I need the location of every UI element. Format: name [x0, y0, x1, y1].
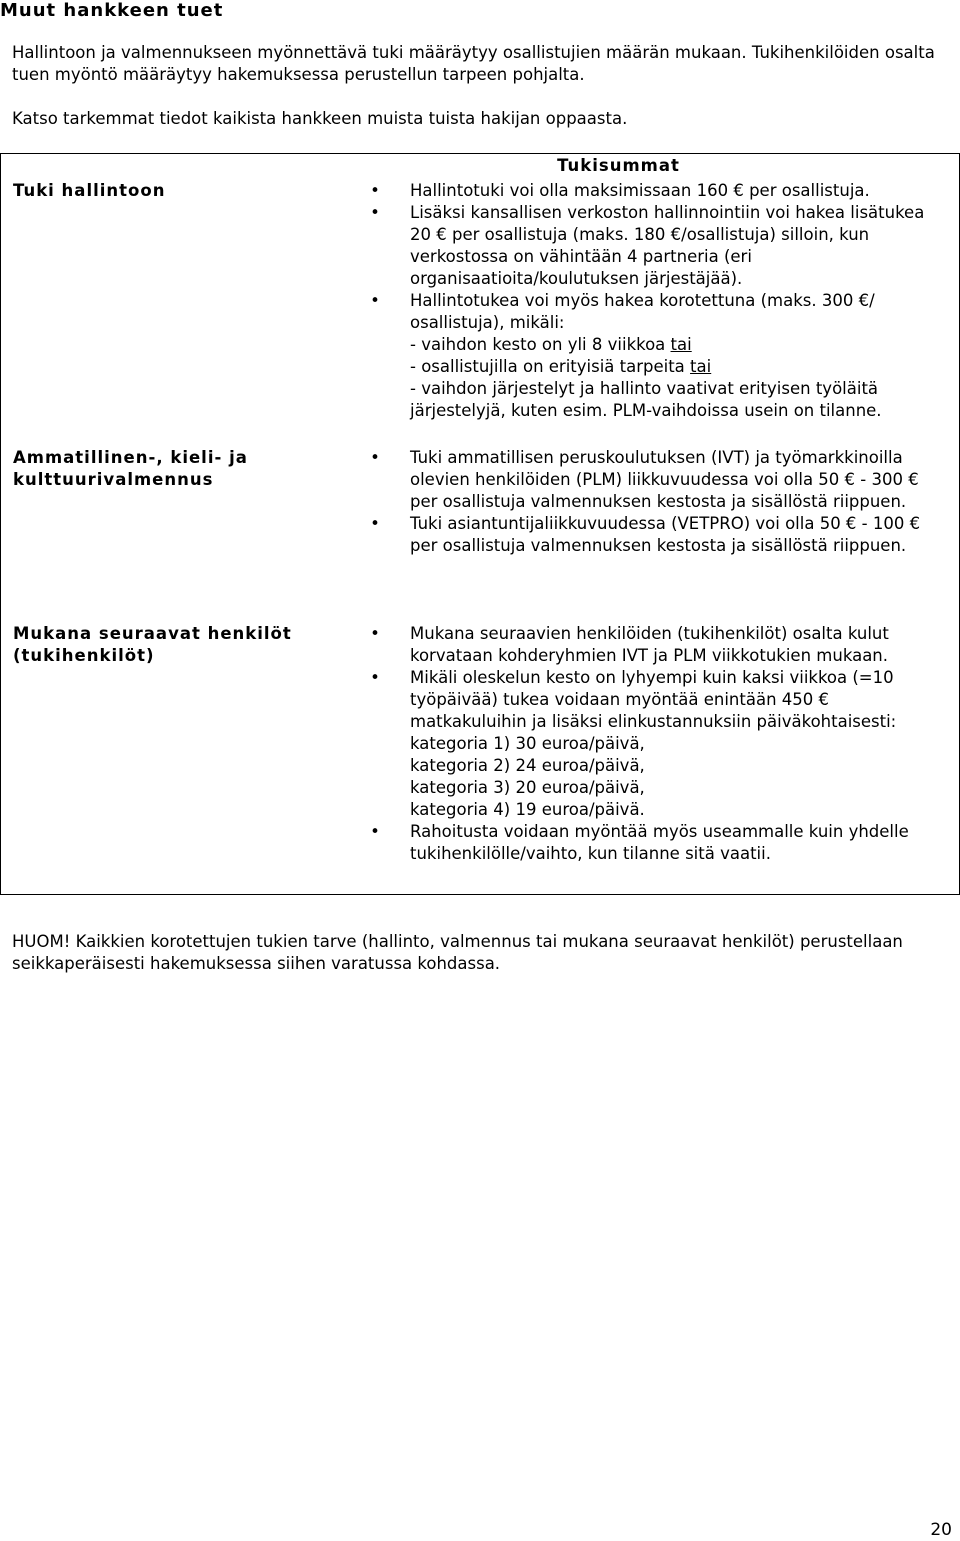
list-item-text: Hallintotuki voi olla maksimissaan 160 € per osallistuja.	[410, 180, 870, 200]
list-item	[348, 290, 959, 422]
bullet-icon: •	[370, 821, 380, 841]
list-item-text: Tuki ammatillisen peruskoulutuksen (IVT) ja työmarkkinoilla olevien henkilöiden (PLM) liikkuvuudessa voi olla 50 € - 300 € per osallistuja valmennuksen kestosta ja sisällöstä riippuen.	[410, 447, 919, 511]
section-heading: Muut hankkeen tuet	[0, 0, 224, 21]
condition-text: - vaihdon kesto on yli 8 viikkoa	[410, 334, 666, 354]
row-content-cell	[348, 180, 960, 443]
or-word: tai	[670, 334, 692, 354]
bullet-icon: •	[370, 290, 380, 310]
row-content-cell	[348, 443, 960, 623]
list-item-text: Lisäksi kansallisen verkoston hallinnointiin voi hakea lisätukea 20 € per osallistuja (maks. 180 €/osallistuja) silloin, kun verkostossa on vähintään 4 partneria (eri organisaatioita/koulutuksen järjestäjää).	[410, 202, 925, 288]
list-item-text: Tuki asiantuntijaliikkuvuudessa (VETPRO) voi olla 50 € - 100 € per osallistuja valmennuksen kestosta ja sisällöstä riippuen.	[410, 513, 921, 555]
condition-line	[410, 356, 949, 378]
list-item-text: Rahoitusta voidaan myöntää myös useammalle kuin yhdelle tukihenkilölle/vaihto, kun tilanne sitä vaatii.	[410, 821, 909, 863]
table-row	[1, 443, 960, 623]
list-item-text: Mukana seuraavien henkilöiden (tukihenkilöt) osalta kulut korvataan kohderyhmien IVT ja PLM viikkotukien mukaan.	[410, 623, 889, 665]
intro-paragraph: Hallintoon ja valmennukseen myönnettävä tuki määräytyy osallistujien määrän mukaan. Tukihenkilöiden osalta tuen myöntö määräytyy hakemuksessa perustellun tarpeen pohjalta.	[12, 43, 935, 84]
support-persons-list	[348, 623, 959, 865]
category-line: kategoria 2) 24 euroa/päivä,	[410, 755, 645, 775]
column-title: Tukisummat	[557, 156, 680, 175]
row-label-support-persons: Mukana seuraavat henkilöt (tukihenkilöt)	[13, 623, 292, 665]
bullet-icon: •	[370, 447, 380, 467]
bullet-icon: •	[370, 667, 380, 687]
category-line: kategoria 3) 20 euroa/päivä,	[410, 777, 645, 797]
bullet-icon: •	[370, 513, 380, 533]
row-label-training: Ammatillinen-, kieli- ja kulttuurivalmennus	[13, 447, 248, 489]
table-header-row	[1, 154, 960, 180]
row-label-administration: Tuki hallintoon	[13, 180, 166, 200]
list-item	[348, 667, 959, 821]
category-line: kategoria 1) 30 euroa/päivä,	[410, 733, 645, 753]
category-line: kategoria 4) 19 euroa/päivä.	[410, 799, 645, 819]
table-row	[1, 623, 960, 895]
table-row	[1, 180, 960, 443]
row-content-cell	[348, 623, 960, 895]
support-table	[0, 153, 960, 895]
bullet-icon: •	[370, 623, 380, 643]
header-title-cell	[348, 154, 960, 180]
bullet-icon: •	[370, 180, 380, 200]
list-item	[348, 821, 959, 865]
list-item-text: Hallintotukea voi myös hakea korotettuna (maks. 300 €/ osallistuja), mikäli:	[410, 290, 875, 332]
list-item	[348, 623, 959, 667]
administration-list	[348, 180, 959, 422]
condition-line: - vaihdon järjestelyt ja hallinto vaativat erityisen työläitä järjestelyjä, kuten esim. PLM-vaihdoissa usein on tilanne.	[410, 378, 882, 420]
list-item	[348, 513, 959, 557]
or-word: tai	[690, 356, 712, 376]
row-label-cell	[1, 443, 349, 623]
important-note: HUOM! Kaikkien korotettujen tukien tarve (hallinto, valmennus tai mukana seuraavat henkilöt) perustellaan seikkaperäisesti hakemuksessa siihen varatussa kohdassa.	[12, 932, 903, 973]
list-item	[348, 180, 959, 202]
list-item	[348, 202, 959, 290]
list-item-text: Mikäli oleskelun kesto on lyhyempi kuin kaksi viikkoa (=10 työpäivää) tukea voidaan myöntää enintään 450 € matkakuluihin ja lisäksi elinkustannuksiin päiväkohtaisesti:	[410, 667, 897, 731]
guide-reference-note: Katso tarkemmat tiedot kaikista hankkeen muista tuista hakijan oppaasta.	[12, 109, 628, 128]
page-number: 20	[930, 1520, 952, 1540]
condition-text: - osallistujilla on erityisiä tarpeita	[410, 356, 685, 376]
row-label-cell	[1, 623, 349, 895]
training-list	[348, 443, 959, 557]
header-label-cell	[1, 154, 349, 180]
bullet-icon: •	[370, 202, 380, 222]
row-label-cell	[1, 180, 349, 443]
condition-line	[410, 334, 949, 356]
list-item	[348, 447, 959, 513]
